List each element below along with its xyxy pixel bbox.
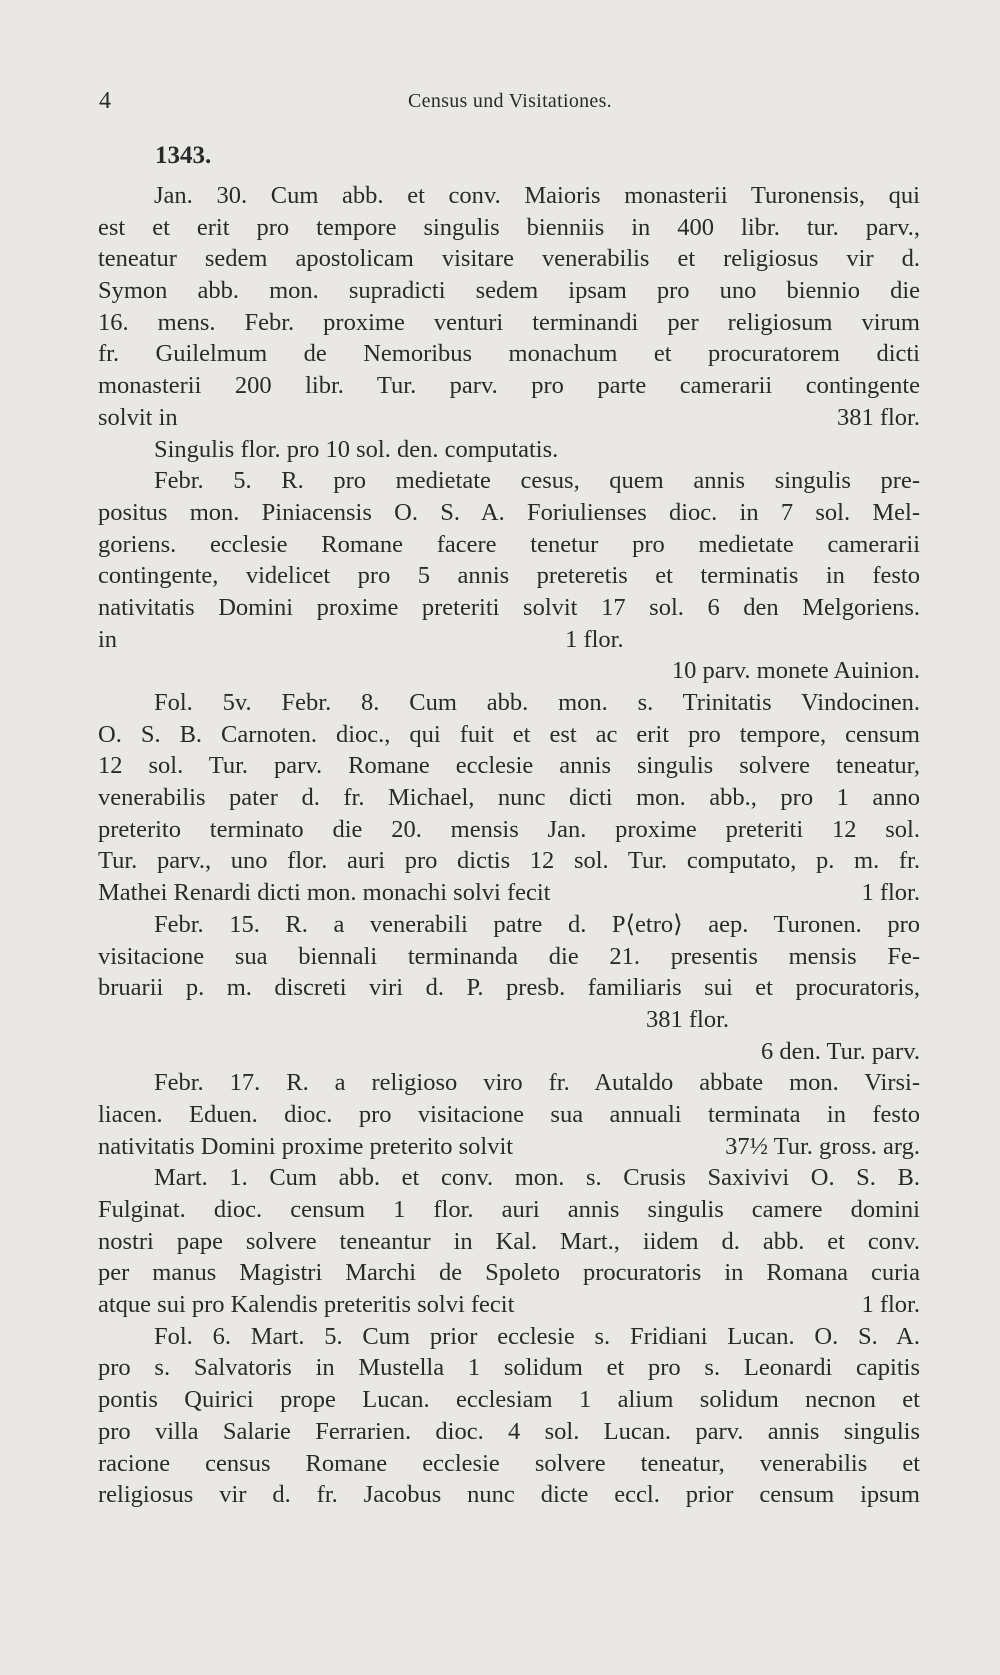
text-line: Mart. 1. Cum abb. et conv. mon. s. Crusis Saxivivi O. S. B. xyxy=(154,1164,920,1192)
text-line: per manus Magistri Marchi de Spoleto procuratoris in Romana curia xyxy=(98,1259,920,1287)
text-line: goriens. ecclesie Romane facere tenetur pro medietate camerarii xyxy=(98,530,920,558)
text-line xyxy=(98,624,920,656)
text-line xyxy=(98,1289,920,1321)
text-line: visitacione sua biennali terminanda die 21. presentis mensis Fe- xyxy=(98,942,920,970)
text-line: 6 den. Tur. parv. xyxy=(760,1037,920,1065)
text-line: 10 parv. monete Auinion. xyxy=(671,657,920,685)
text-body xyxy=(98,180,920,1511)
amount: 1 flor. xyxy=(861,879,920,907)
text-line: Singulis flor. pro 10 sol. den. computatis. xyxy=(154,435,559,463)
text-line: bruarii p. m. discreti viri d. P. presb. familiaris sui et procuratoris, xyxy=(98,974,920,1002)
year-heading: 1343. xyxy=(155,142,212,169)
text-line: Jan. 30. Cum abb. et conv. Maioris monasterii Turonensis, qui xyxy=(154,182,920,209)
text-line: liacen. Eduen. dioc. pro visitacione sua annuali terminata in festo xyxy=(98,1100,920,1128)
text-line: Febr. 17. R. a religioso viro fr. Autaldo abbate mon. Virsi- xyxy=(154,1069,920,1097)
line-text: in xyxy=(98,625,118,653)
text-line: pontis Quirici prope Lucan. ecclesiam 1 alium solidum necnon et xyxy=(98,1386,920,1414)
amount: 381 flor. xyxy=(836,403,920,431)
text-line: positus mon. Piniacensis O. S. A. Foriulienses dioc. in 7 sol. Mel- xyxy=(98,498,920,526)
text-line xyxy=(98,402,920,434)
text-line: Fulginat. dioc. censum 1 flor. auri annis singulis camere domini xyxy=(98,1196,920,1223)
line-text: nativitatis Domini proxime preterito solvit xyxy=(98,1132,514,1160)
text-line: Fol. 5v. Febr. 8. Cum abb. mon. s. Trinitatis Vindocinen. xyxy=(154,689,920,716)
text-line: pro villa Salarie Ferrarien. dioc. 4 sol. Lucan. parv. annis singulis xyxy=(98,1417,920,1445)
text-line: 381 flor. xyxy=(646,1005,730,1033)
text-line: Symon abb. mon. supradicti sedem ipsam pro uno biennio die xyxy=(98,277,920,305)
text-line: nostri pape solvere teneantur in Kal. Mart., iidem d. abb. et conv. xyxy=(98,1227,920,1255)
text-line: Febr. 5. R. pro medietate cesus, quem annis singulis pre- xyxy=(154,467,920,495)
text-line: monasterii 200 libr. Tur. parv. pro parte camerarii contingente xyxy=(98,372,920,400)
running-head xyxy=(95,86,925,120)
text-line xyxy=(98,1131,920,1163)
text-line: racione census Romane ecclesie solvere teneatur, venerabilis et xyxy=(98,1449,920,1477)
text-line: Fol. 6. Mart. 5. Cum prior ecclesie s. Fridiani Lucan. O. S. A. xyxy=(154,1322,920,1350)
text-line: preterito terminato die 20. mensis Jan. proxime preteriti 12 sol. xyxy=(98,815,920,843)
line-text: Mathei Renardi dicti mon. monachi solvi fecit xyxy=(98,879,551,907)
text-line xyxy=(98,877,920,909)
running-title: Census und Visitationes. xyxy=(408,90,612,112)
text-line: O. S. B. Carnoten. dioc., qui fuit et est ac erit pro tempore, censum xyxy=(98,720,920,748)
line-text: atque sui pro Kalendis preteritis solvi fecit xyxy=(98,1291,515,1319)
amount: 1 flor. xyxy=(565,625,624,653)
text-line: venerabilis pater d. fr. Michael, nunc dicti mon. abb., pro 1 anno xyxy=(98,784,920,812)
text-line: 16. mens. Febr. proxime venturi terminandi per religiosum virum xyxy=(98,308,920,336)
page-number: 4 xyxy=(99,88,111,114)
text-line: contingente, videlicet pro 5 annis preteretis et terminatis in festo xyxy=(98,562,920,590)
text-line: religiosus vir d. fr. Jacobus nunc dicte eccl. prior censum ipsum xyxy=(98,1481,920,1509)
text-line: teneatur sedem apostolicam visitare venerabilis et religiosus vir d. xyxy=(98,245,920,273)
line-text: solvit in xyxy=(98,403,178,431)
text-line: Tur. parv., uno flor. auri pro dictis 12 sol. Tur. computato, p. m. fr. xyxy=(98,847,920,875)
text-line: nativitatis Domini proxime preteriti solvit 17 sol. 6 den Melgoriens. xyxy=(98,593,920,621)
text-line: 12 sol. Tur. parv. Romane ecclesie annis singulis solvere teneatur, xyxy=(98,752,920,780)
text-line: fr. Guilelmum de Nemoribus monachum et procuratorem dicti xyxy=(98,340,920,368)
amount: 37½ Tur. gross. arg. xyxy=(725,1132,920,1160)
text-line: pro s. Salvatoris in Mustella 1 solidum et pro s. Leonardi capitis xyxy=(98,1354,920,1382)
amount: 1 flor. xyxy=(861,1291,920,1319)
text-line: Febr. 15. R. a venerabili patre d. P⟨etro⟩ aep. Turonen. pro xyxy=(154,910,920,938)
text-line: est et erit pro tempore singulis bienniis in 400 libr. tur. parv., xyxy=(98,213,920,241)
